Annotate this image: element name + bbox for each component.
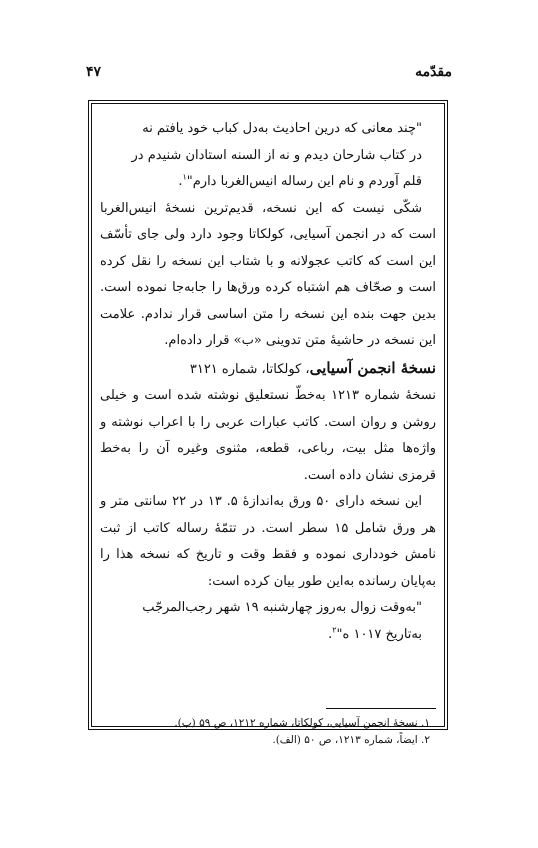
footnote-2: ۲. ایضاً، شماره ۱۲۱۳، ص ۵۰ (الف). [272, 734, 430, 746]
footnote-ref-1: ۱ [182, 172, 187, 182]
section-heading [100, 355, 436, 384]
running-title: مقدّمه [415, 64, 452, 80]
section-heading-bold: نسخهٔ انجمن آسیایی [309, 358, 436, 377]
quote-1-line-1: "چند معانی که درین احادیث به‌دل کباب خود یافتم نه [142, 121, 422, 136]
footnote-1: ۱. نسخهٔ انجمن آسیایی، کولکاتا، شماره ۱۲۱۲، ص ۵۹ (ب). [174, 717, 430, 729]
footnotes [100, 708, 436, 749]
main-text [100, 116, 436, 648]
paragraph-1: شکّی نیست که این نسخه، قدیم‌ترین نسخهٔ انیس‌الغربا است که در انجمن آسیایی، کولکاتا وجود دارد ولی جای تأسّف این است که کاتب عجولانه و با شتاب این نسخه را نقل کرده است و صحّاف هم اشتباه کرده ورق‌ها را جابه‌جا نموده است. بدین جهت بنده این نسخه را متن اساسی قرار ندادم. علامت این نسخه در حاشیهٔ متن تدوینی «ب» قرار داده‌ام. [100, 200, 436, 348]
quote-1: "چند معانی که درین احادیث به‌دل کباب خود یافتم نه در کتاب شارحان دیدم و نه از السنه استادان شنیدم در قلم آوردم و نام این رساله انیس‌الغربا دارم"$^۱$. [131, 121, 422, 189]
paragraph-2: نسخهٔ شماره ۱۲۱۳ به‌خطّ نستعلیق نوشته شده است و خیلی روشن و روان است. کاتب عبارات عربی را با اعراب نوشته و واژه‌ها مثل بیت، رباعی، قطعه، مثنوی وغیره آن را به‌خط قرمزی نشان داده است. [100, 388, 436, 483]
footnote-rule [326, 708, 436, 709]
page-number: ۴۷ [86, 64, 102, 80]
quote-1-line-3: قلم آوردم و نام این رساله انیس‌الغربا دارم" [186, 174, 422, 189]
quote-2: "به‌وقت زوال به‌روز چهارشنبه ۱۹ شهر رجب‌المرجّب به‌تاریخ ۱۰۱۷ ه"$^۲$. [142, 600, 422, 642]
page-header [86, 62, 452, 82]
quote-2-line-2: به‌تاریخ ۱۰۱۷ ه" [336, 626, 422, 642]
section-heading-rest: ، کولکاتا، شماره ۳۱۲۱ [189, 361, 310, 377]
paragraph-3: این نسخه دارای ۵۰ ورق به‌اندازهٔ ۵. ۱۳ در ۲۲ سانتی متر و هر ورق شامل ۱۵ سطر است. در تتمّهٔ رساله کاتب از ثبت نامش خودداری نموده و فقط وقت و تاریخ که نسخه هذا را به‌پایان رسانده به‌این طور بیان کرده است: [100, 494, 436, 589]
quote-2-line-1: "به‌وقت زوال به‌روز چهارشنبه ۱۹ شهر رجب‌المرجّب [142, 600, 422, 615]
footnote-ref-2: ۲ [332, 625, 337, 635]
quote-1-line-2: در کتاب شارحان دیدم و نه از السنه استادان شنیدم در [131, 147, 422, 163]
